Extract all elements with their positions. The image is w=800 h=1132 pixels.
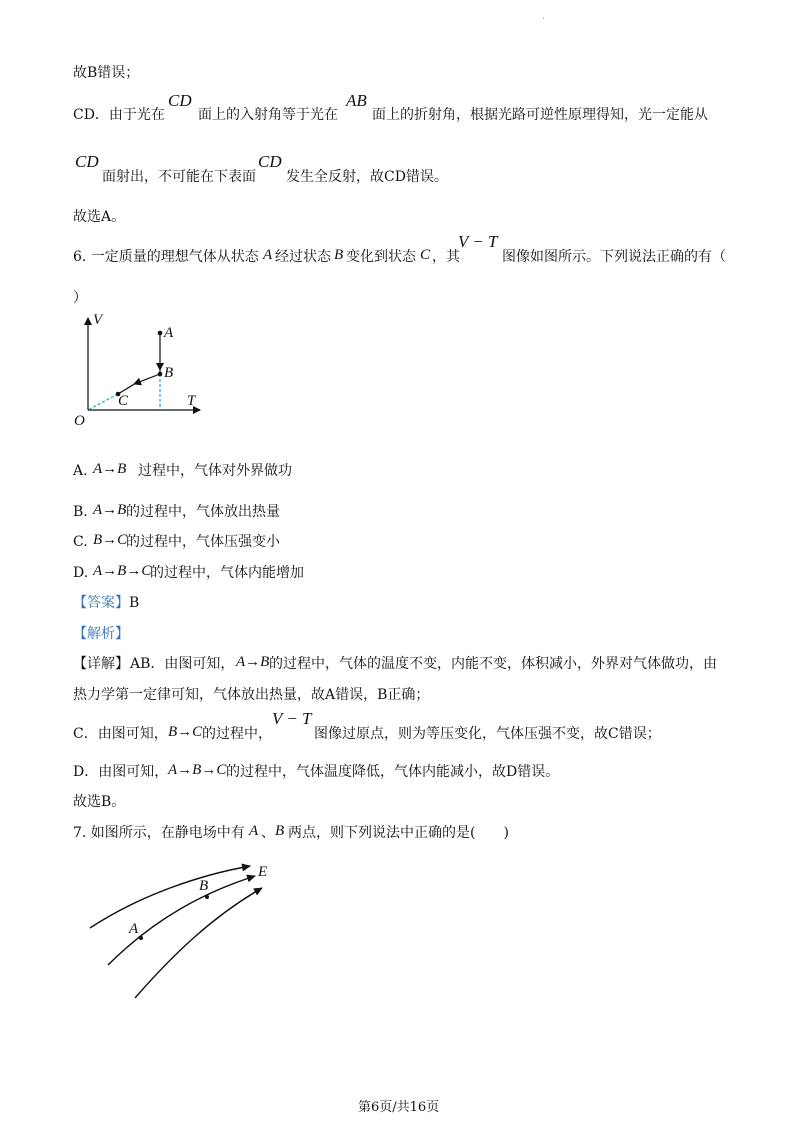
answer-tag: 【答案】 (73, 595, 129, 611)
option-c-text: 的过程中，气体压强变小 (126, 534, 280, 550)
option-a-label: A. (73, 463, 88, 479)
fig6-label-a: A (164, 325, 174, 341)
math-cd-3: CD (258, 152, 282, 171)
answer-value: B (129, 595, 140, 611)
option-b-math: A→B (93, 502, 127, 518)
q6-var-a: A (263, 247, 273, 263)
q6-text-f: ） (73, 290, 87, 306)
detail-line5: 故选B。 (73, 794, 126, 810)
detail-line4-math: A→B→C (168, 762, 227, 778)
option-a-text: 过程中，气体对外界做功 (138, 463, 292, 479)
detail-line1b: 的过程中，气体的温度不变，内能不变，体积减小，外界对气体做功，由 (269, 656, 717, 672)
detail-line1a: AB．由图可知， (130, 656, 235, 672)
option-d-text: 的过程中，气体内能增加 (150, 565, 304, 581)
fig6-label-b: B (164, 365, 174, 381)
option-b-label: B. (73, 504, 88, 520)
field-line-top (90, 866, 250, 928)
q7-text-b: 两点，则下列说法中正确的是( ) (288, 825, 509, 841)
math-cd-2: CD (75, 152, 99, 171)
option-d-label: D. (73, 565, 89, 581)
detail-tag: 【详解】 (73, 656, 129, 672)
option-c-math: B→C (93, 532, 128, 548)
option-d-math: A→B→C (93, 563, 152, 579)
line-cd-1c: 面上的折射角，根据光路可逆性原理得知，光一定能从 (372, 107, 708, 123)
point-a-dot (158, 331, 163, 336)
header-mark: · (542, 14, 546, 25)
q7-var-b: B (275, 823, 285, 839)
fig7-label-a: A (129, 921, 139, 937)
detail-line3b: 的过程中， (202, 726, 272, 742)
q6-text-a: 6. 一定质量的理想气体从状态 (73, 249, 259, 265)
detail-line3-math: B→C (168, 724, 203, 740)
math-ab-1: AB (346, 91, 367, 110)
detail-line3c: 图像过原点，则为等压变化，气体压强不变，故C错误； (314, 726, 661, 742)
option-c-label: C. (73, 534, 88, 550)
detail-line2: 热力学第一定律可知，气体放出热量，故A错误，B正确； (73, 687, 430, 703)
line-cd-2b: 发生全反射，故CD错误。 (286, 169, 448, 185)
vt-diagram (68, 308, 208, 432)
detail-line4b: 的过程中，气体温度降低，气体内能减小，故D错误。 (226, 764, 560, 780)
q7-sep: 、 (261, 825, 275, 841)
math-cd-1: CD (168, 91, 192, 110)
detail-line1-math: A→B (236, 654, 270, 670)
line-choose-a: 故选A。 (73, 209, 126, 225)
fig6-origin: O (74, 413, 85, 429)
detail-line4a: D．由图可知， (73, 764, 169, 780)
line-b-wrong: 故B错误； (73, 65, 140, 81)
bc-path (134, 374, 160, 384)
fig6-label-c: C (118, 393, 129, 409)
field-lines-diagram (80, 860, 280, 1005)
fig7-label-b: B (199, 878, 209, 894)
line-cd-2a: 面射出，不可能在下表面 (102, 169, 256, 185)
line-cd-1b: 面上的入射角等于光在 (198, 107, 338, 123)
detail-line3-math-vt: V − T (272, 709, 312, 728)
c-origin-dashed (88, 394, 118, 410)
line-cd-1a: CD．由于光在 (73, 107, 165, 123)
field-line-bottom (135, 888, 262, 998)
q6-text-b: 经过状态 (275, 249, 331, 265)
point-a-dot (139, 936, 143, 940)
q6-var-c: C (420, 247, 431, 263)
q7-text-a: 7. 如图所示，在静电场中有 (73, 825, 245, 841)
q6-text-d: ，其 (432, 249, 460, 265)
fig6-axis-v: V (93, 312, 103, 328)
detail-line3a: C．由图可知， (73, 726, 168, 742)
q6-text-c: 变化到状态 (346, 249, 416, 265)
q7-var-a: A (249, 823, 259, 839)
q6-math-vt: V − T (458, 232, 498, 251)
fig6-axis-t: T (187, 393, 196, 409)
q6-text-e: 图像如图所示。下列说法正确的有（ (502, 249, 726, 265)
analysis-tag: 【解析】 (73, 626, 129, 642)
point-b-dot (205, 895, 209, 899)
fig7-label-e: E (258, 864, 268, 880)
point-b-dot (158, 372, 163, 377)
option-a-math: A→B (93, 461, 127, 477)
q6-var-b: B (334, 247, 344, 263)
page-footer: 第6页/共16页 (358, 1100, 440, 1115)
option-b-text: 的过程中，气体放出热量 (126, 504, 280, 520)
